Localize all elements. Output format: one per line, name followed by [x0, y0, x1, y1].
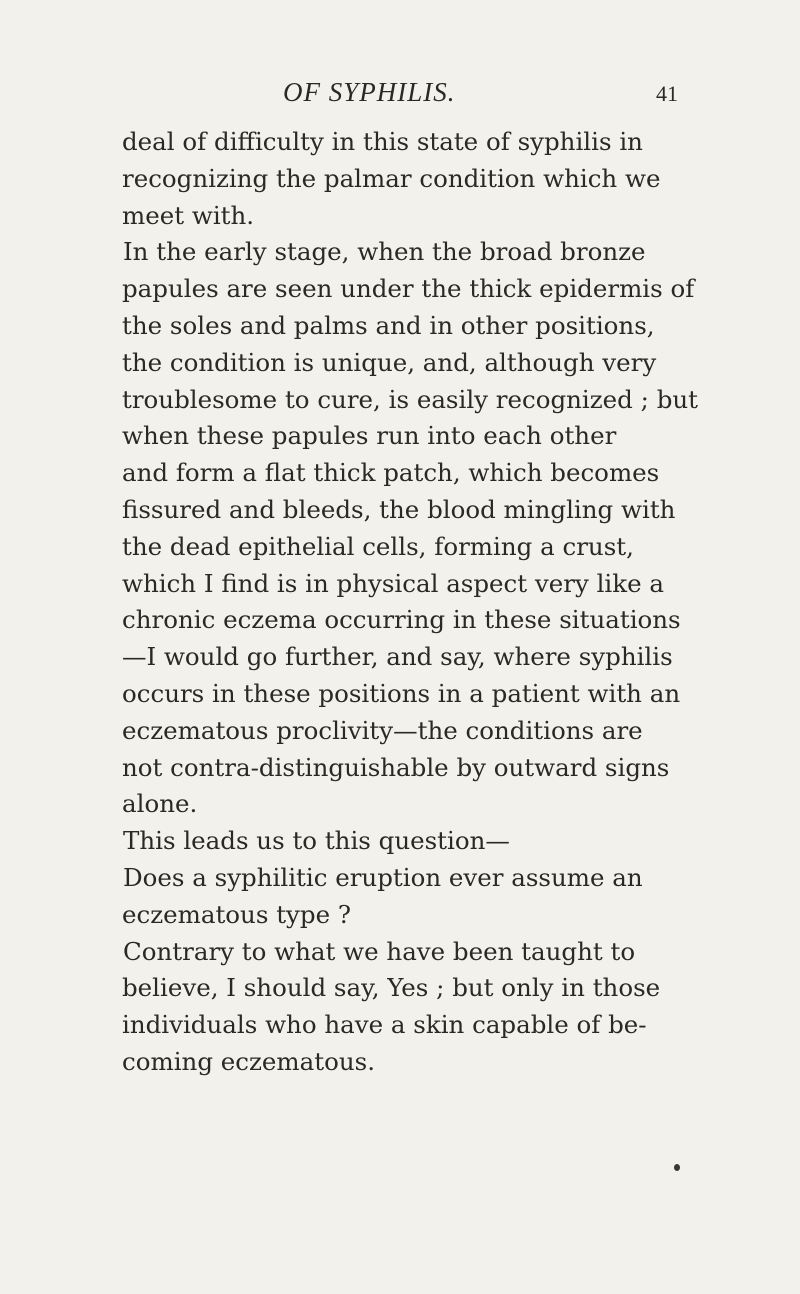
text-line: coming eczematous. [122, 1046, 375, 1076]
text-line: deal of difficulty in this state of syphilis in [122, 127, 643, 156]
text-line: eczematous proclivity—the conditions are [122, 715, 643, 745]
text-line: when these papules run into each other [122, 421, 617, 451]
text-line: —I would go further, and say, where syphilis [122, 642, 673, 672]
paragraph-start-line: In the early stage, when the broad bronze [123, 237, 646, 267]
text-line: individuals who have a skin capable of be- [122, 1010, 647, 1040]
text-line: troublesome to cure, is easily recognized ; but [122, 384, 699, 414]
text-line: the dead epithelial cells, forming a crust, [122, 531, 634, 561]
running-head [0, 74, 800, 110]
text-line: believe, I should say, Yes ; but only in those [122, 973, 661, 1003]
text-line: recognizing the palmar condition which we [122, 163, 661, 193]
paragraph-start-line: This leads us to this question— [123, 826, 510, 856]
text-line: eczematous type ? [122, 899, 351, 929]
paragraph-start-line: Does a syphilitic eruption ever assume an [123, 862, 643, 892]
text-line: alone. [122, 789, 198, 819]
running-title: OF SYPHILIS. [283, 77, 456, 107]
text-line: occurs in these positions in a patient with an [122, 678, 681, 708]
text-line: fissured and bleeds, the blood mingling with [122, 494, 676, 524]
body-text [122, 124, 699, 1081]
paragraph-start-line: Contrary to what we have been taught to [123, 936, 636, 966]
text-line: papules are seen under the thick epidermis of [122, 274, 695, 304]
ink-speck [674, 1164, 680, 1171]
text-line: meet with. [122, 200, 255, 230]
text-line: which I find is in physical aspect very like a [122, 568, 665, 598]
text-line: and form a flat thick patch, which becomes [122, 458, 660, 488]
page-number: 41 [656, 81, 678, 106]
text-line: chronic eczema occurring in these situations [122, 605, 681, 635]
text-line: not contra-distinguishable by outward signs [122, 752, 670, 782]
text-line: the condition is unique, and, although very [122, 347, 657, 377]
text-line: the soles and palms and in other positions, [122, 310, 655, 340]
